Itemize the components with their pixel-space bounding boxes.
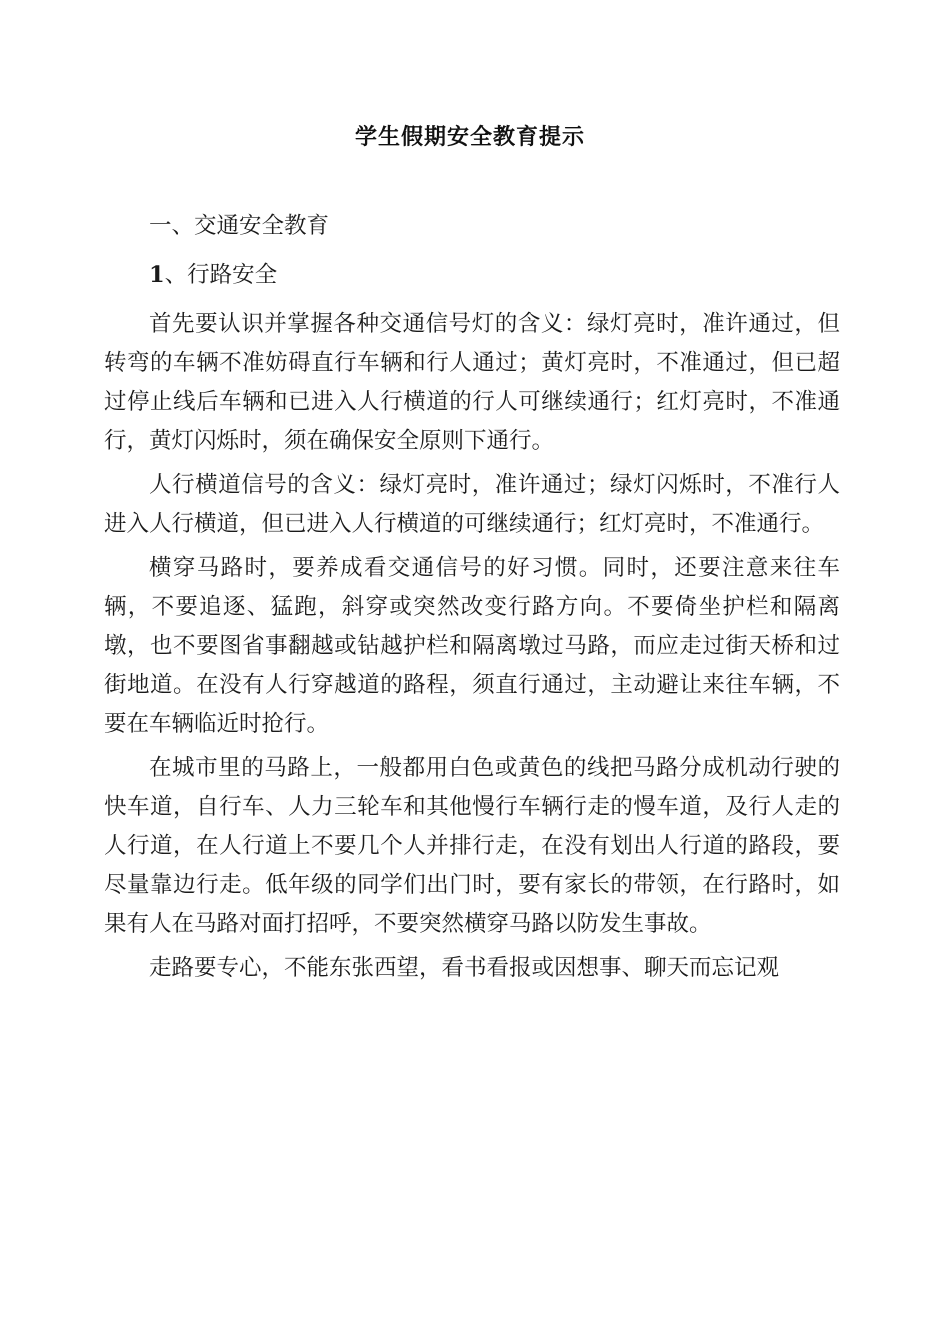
section-heading: 一、交通安全教育 [149, 213, 330, 239]
subsection-number: 1 [149, 262, 165, 288]
paragraph: 人行横道信号的含义：绿灯亮时，准许通过；绿灯闪烁时，不准行人进入人行横道，但已进入人行横道的可继续通行；红灯亮时，不准通行。 [104, 472, 840, 537]
paragraph: 横穿马路时，要养成看交通信号的好习惯。同时，还要注意来往车辆，不要追逐、猛跑，斜穿或突然改变行路方向。不要倚坐护栏和隔离墩，也不要图省事翻越或钻越护栏和隔离墩过马路，而应走过街天桥和过街地道。在没有人行穿越道的路程，须直行通过，主动避让来往车辆，不要在车辆临近时抢行。 [104, 555, 840, 737]
paragraph: 走路要专心，不能东张西望，看书看报或因想事、聊天而忘记观 [149, 955, 780, 981]
paragraph: 在城市里的马路上，一般都用白色或黄色的线把马路分成机动行驶的快车道，自行车、人力三轮车和其他慢行车辆行走的慢车道，及行人走的人行道，在人行道上不要几个人并排行走，在没有划出人行道的路段，要尽量靠边行走。低年级的同学们出门时，要有家长的带领，在行路时，如果有人在马路对面打招呼，不要突然横穿马路以防发生事故。 [104, 755, 840, 937]
paragraph: 首先要认识并掌握各种交通信号灯的含义：绿灯亮时，准许通过，但转弯的车辆不准妨碍直行车辆和行人通过；黄灯亮时，不准通过，但已超过停止线后车辆和已进入人行横道的行人可继续通行；红灯亮时，不准通行，黄灯闪烁时，须在确保安全原则下通行。 [104, 311, 840, 454]
document-body [104, 207, 840, 993]
subsection-heading [104, 256, 840, 295]
subsection-label: 、行路安全 [164, 262, 278, 288]
document-title: 学生假期安全教育提示 [354, 125, 585, 150]
